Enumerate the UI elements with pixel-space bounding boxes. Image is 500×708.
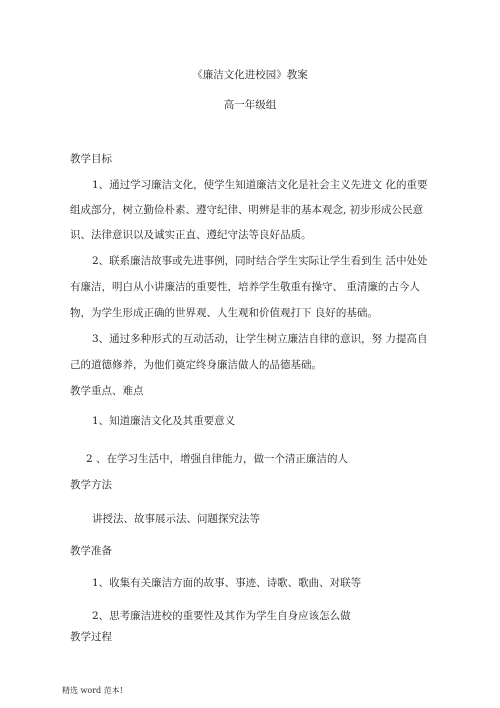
goal-2-line-3: 物，为学生形成正确的世界观、人生观和价值观打下 良好的基础。 (70, 307, 378, 319)
goal-1-line-1: 1、通过学习廉洁文化，使学生知道廉洁文化是社会主义先进文 化的重要 (92, 179, 428, 191)
goal-3-line-2: 己的道德修养，为他们奠定终身廉洁做人的品德基础。 (70, 359, 322, 371)
goal-1-line-3: 识、法律意识以及诚实正直、遵纪守法等良好品质。 (70, 229, 312, 241)
goal-3-line-1: 3、通过多种形式的互动活动，让学生树立廉洁自律的意识，努 力提高自 (92, 333, 428, 345)
prep-item-1: 1、收集有关廉洁方面的故事、事迹、诗歌、歌曲、对联等 (92, 577, 362, 589)
key-points-heading: 教学重点、难点 (70, 385, 144, 397)
goal-2-line-1: 2、联系廉洁故事或先进事例，同时结合学生实际让学生看到生 活中处处 (92, 255, 428, 267)
goal-2-line-2: 有廉洁，明白从小讲廉洁的重要性，培养学生敬重有操守、 重清廉的古今人 (70, 281, 420, 293)
methods-heading: 教学方法 (70, 479, 112, 491)
prep-item-2: 2、思考廉洁进校的重要性及其作为学生自身应该怎么做 (92, 610, 351, 622)
goal-1-line-2: 组成部分，树立勤俭朴素、遵守纪律、明辨是非的基本观念, 初步形成公民意 (70, 204, 424, 216)
process-heading: 教学过程 (70, 631, 112, 643)
document-title: 《廉洁文化进校园》教案 (192, 69, 308, 81)
page-footer: 精选 word 范本! (62, 686, 123, 695)
methods-text: 讲授法、故事展示法、问题探究法等 (92, 513, 260, 525)
prep-heading: 教学准备 (70, 545, 112, 557)
key-point-1: 1、知道廉洁文化及其重要意义 (92, 415, 236, 427)
key-point-2: 2 、在学习生活中，增强自律能力，做一个清正廉洁的人 (86, 453, 349, 465)
document-subtitle: 高一年级组 (223, 99, 277, 111)
goals-heading: 教学目标 (70, 153, 112, 165)
